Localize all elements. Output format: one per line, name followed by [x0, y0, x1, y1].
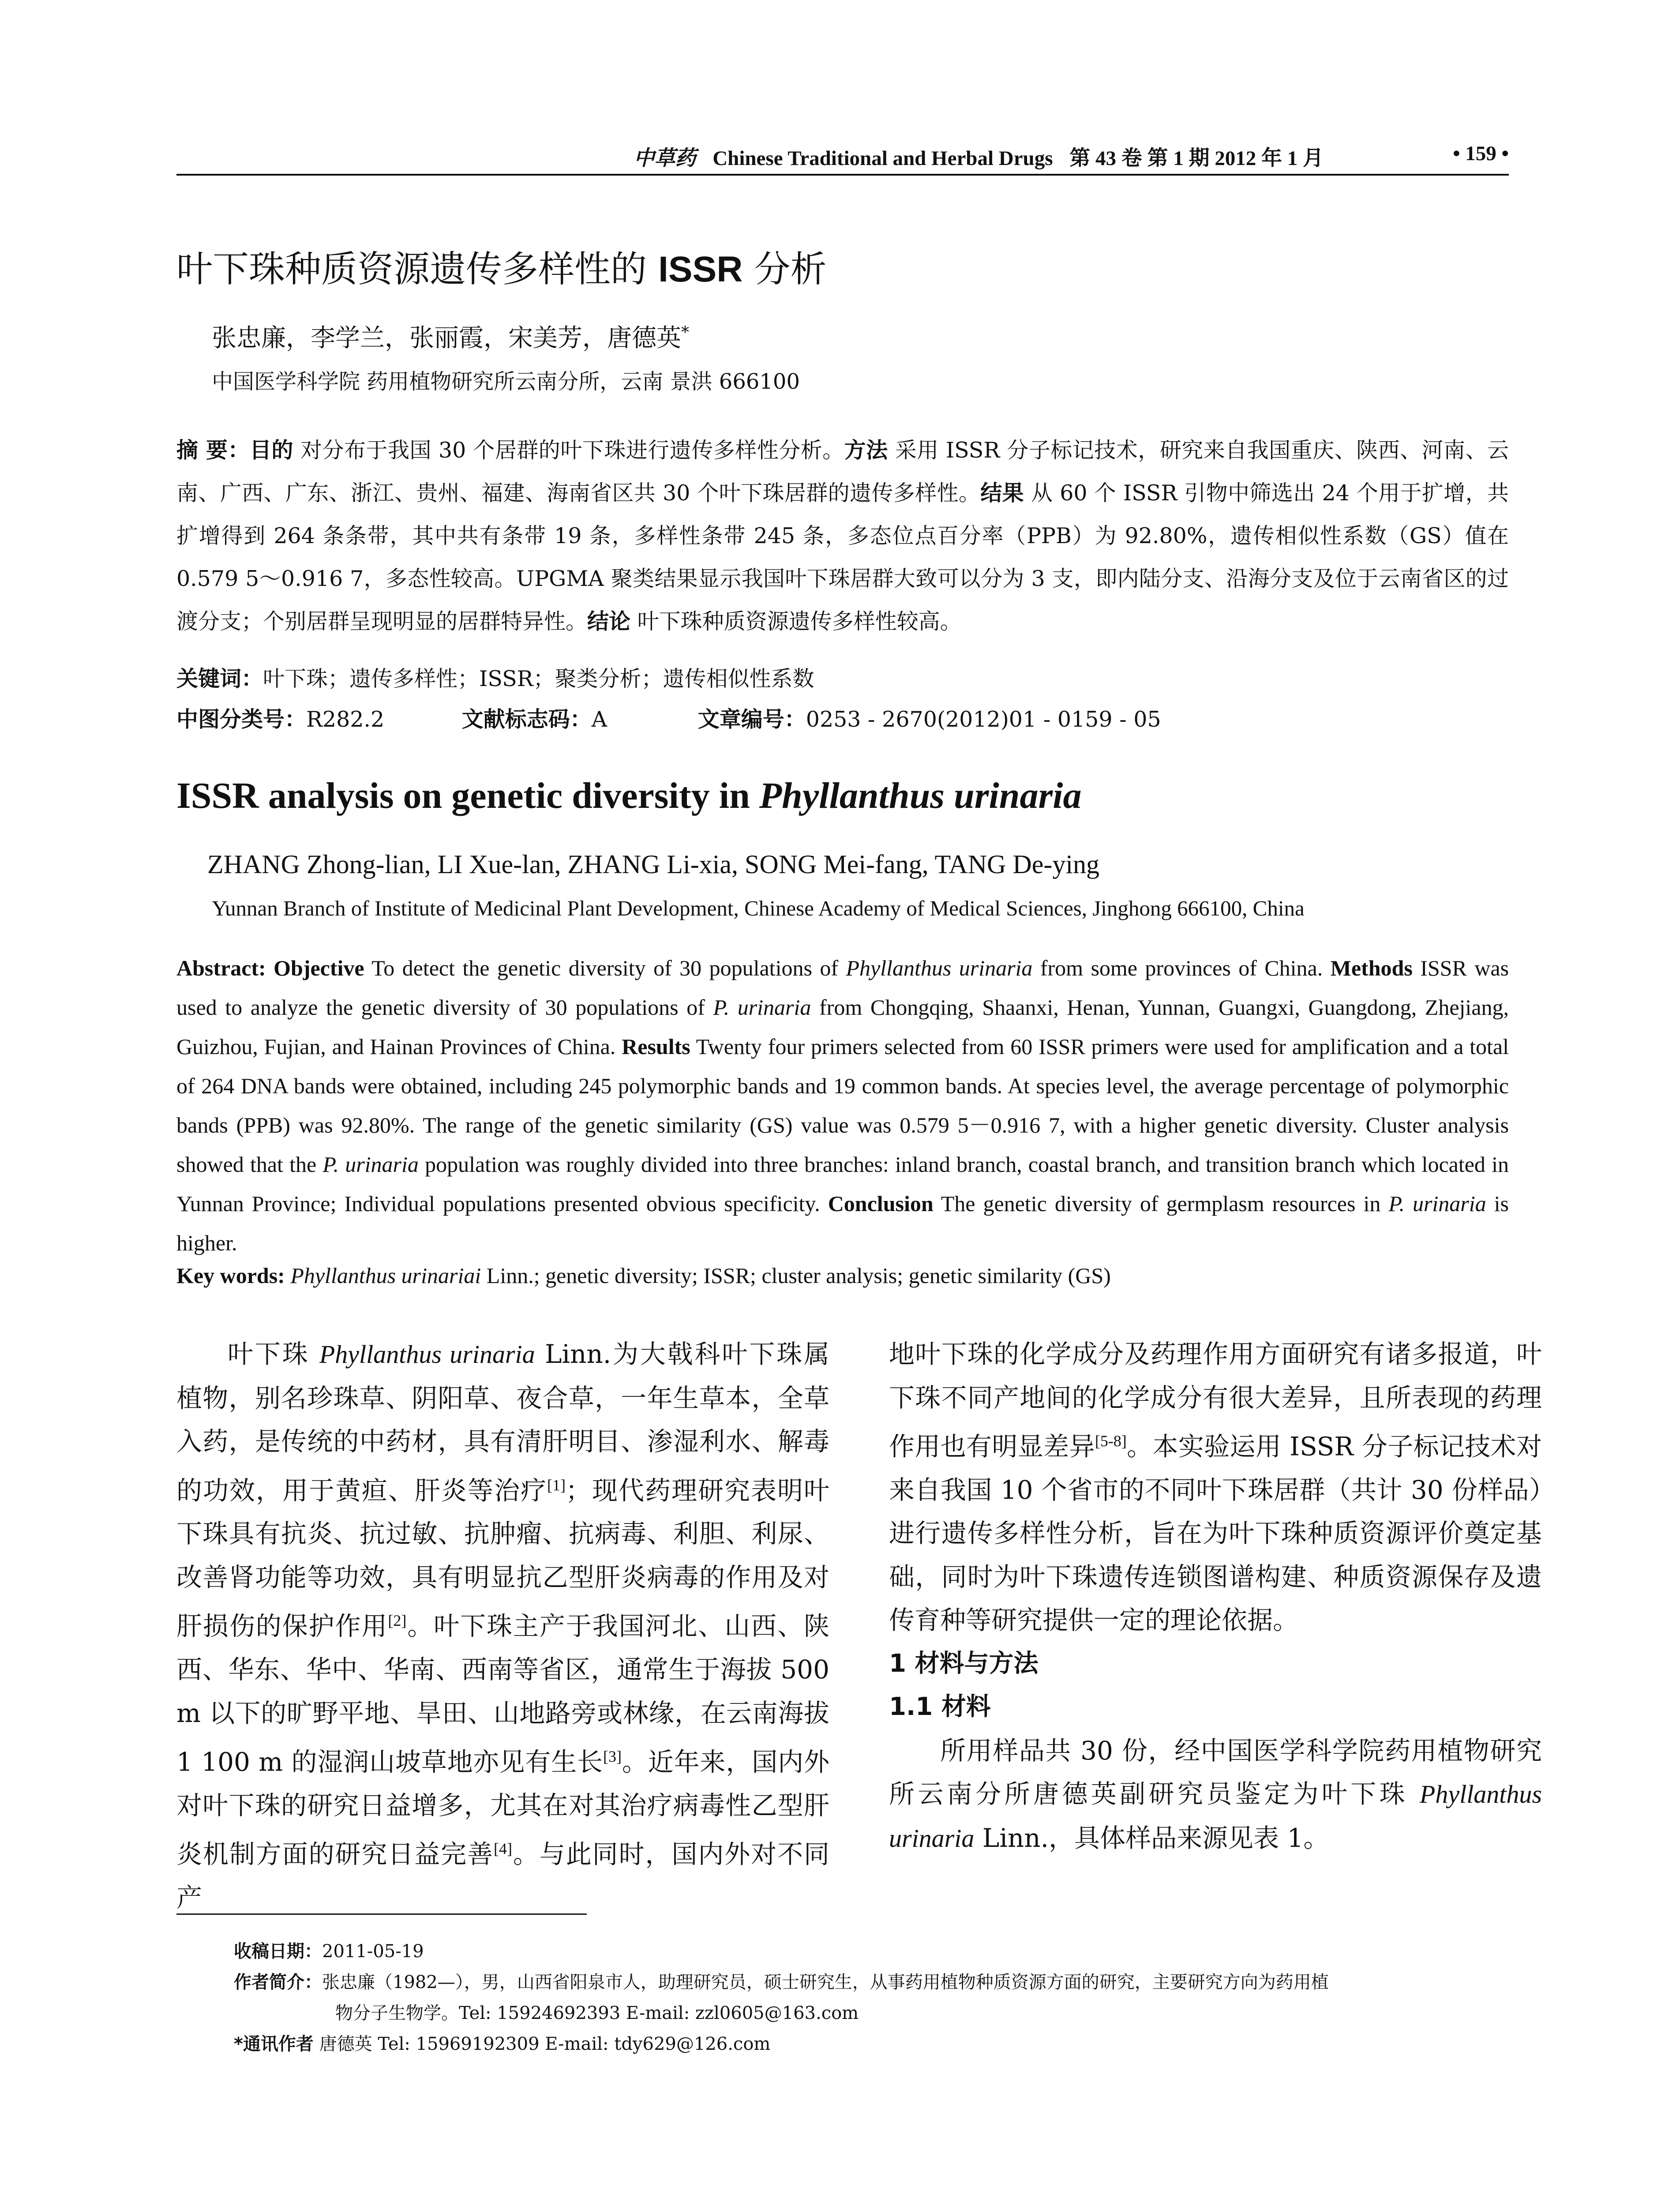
journal-name-cn: 中草药: [634, 147, 696, 170]
body-text: 。叶下珠主产于我国河北、山西、陕西、华东、华中、华南、西南等省区，通常生于海拔 500 m 以下的旷野平地、旱田、山地路旁或林缘，在云南海拔 1 100 m 的湿润山坡草地亦见有生长: [176, 1611, 829, 1777]
abstract-en-methods-species: P. urinaria: [713, 995, 811, 1020]
keywords-en-species: Phyllanthus urinariai: [285, 1263, 481, 1288]
abstract-cn-results-label: 结果: [980, 480, 1024, 506]
body-text: Linn.为大戟科叶下珠属植物，别名珍珠草、阴阳草、夜合草，一年生草本，全草入药，是传统的中药材，具有清肝明目、渗湿利水、解毒的功效，用于黄疸、肝炎等治疗: [176, 1339, 829, 1505]
title-cn-part1: 叶下珠种质资源遗传多样性的: [176, 248, 659, 290]
abstract-en-objective-2: from some provinces of China.: [1032, 956, 1331, 980]
received-label: 收稿日期：: [234, 1941, 322, 1962]
citation-ref: [5-8]: [1095, 1432, 1127, 1450]
title-en: [176, 774, 1081, 817]
abstract-cn-methods-label: 方法: [844, 438, 888, 463]
body-text: 所用样品共 30 份，经中国医学科学院药用植物研究所云南分所唐德英副研究员鉴定为叶下珠: [889, 1735, 1542, 1809]
page-number: • 159 •: [1453, 142, 1509, 165]
footnote-author: [234, 1967, 1509, 1998]
received-date: 2011-05-19: [322, 1941, 424, 1962]
body-text: 。本实验运用 ISSR 分子标记技术对来自我国 10 个省市的不同叶下珠居群（共计 30 份样品）进行遗传多样性分析，旨在为叶下珠种质资源评价奠定基础，同时为叶下珠遗传连锁图谱构建、种质资源保存及遗传育种等研究提供一定的理论依据。: [889, 1431, 1542, 1636]
abstract-cn-conclusion-label: 结论: [587, 609, 631, 634]
abstract-cn-methods: 采用 ISSR 分子标记技术，研究来自我国重庆、陕西、河南、云南、广西、广东、浙江、贵州、福建、海南省区共 30 个叶下珠居群的遗传多样性。: [176, 438, 1509, 506]
body-text: ；现代药理研究表明叶下珠具有抗炎、抗过敏、抗肿瘤、抗病毒、利胆、利尿、改善肾功能等功效，具有明显抗乙型肝炎病毒的作用及对肝损伤的保护作用: [176, 1475, 829, 1641]
abstract-en-methods-1: ISSR was used to analyze the genetic diversity of 30 populations of: [176, 956, 1509, 1020]
citation-ref: [1]: [547, 1476, 566, 1494]
running-header: [176, 139, 1509, 174]
journal-issue: 第 43 卷 第 1 期 2012 年 1 月: [1069, 147, 1324, 170]
abstract-cn-results: 从 60 个 ISSR 引物中筛选出 24 个用于扩增，共扩增得到 264 条条带，其中共有条带 19 条，多样性条带 245 条，多态位点百分率（PPB）为 92.80%，遗传相似性系数（GS）值在 0.579 5～0.916 7，多态性较高。UPGMA 聚类结果显示我国叶下珠居群大致可以分为 3 支，即内陆分支、沿海分支及位于云南省区的过渡分支；个别居群呈现明显的居群特异性。: [176, 480, 1509, 634]
affiliation-cn: 中国医学科学院 药用植物研究所云南分所，云南 景洪 666100: [212, 369, 800, 394]
abstract-en-conclusion-2: is higher.: [176, 1191, 1509, 1255]
corresponding-label: *通讯作者: [234, 2034, 314, 2054]
abstract-en-objective-species: Phyllanthus urinaria: [846, 956, 1033, 980]
title-cn: [176, 240, 827, 292]
keywords-en: [176, 1263, 1111, 1288]
author-bio-label: 作者简介：: [234, 1972, 322, 1992]
doc-code-value: A: [591, 707, 608, 732]
abstract-en-conclusion-species: P. urinaria: [1388, 1191, 1486, 1216]
keywords-cn-label: 关键词：: [176, 666, 263, 691]
keywords-en-text: Linn.; genetic diversity; ISSR; cluster analysis; genetic similarity (GS): [481, 1263, 1111, 1288]
classification-line: [176, 702, 1161, 733]
body-text: 叶下珠: [228, 1339, 319, 1369]
section-heading-1-1: 1.1 材料: [889, 1692, 991, 1722]
abstract-en-conclusion-1: The genetic diversity of germplasm resources in: [933, 1191, 1389, 1216]
abstract-cn-conclusion: 叶下珠种质资源遗传多样性较高。: [630, 609, 962, 634]
abstract-en-objective-label: Objective: [266, 956, 364, 980]
body-text: Linn.，具体样品来源见表 1。: [974, 1823, 1329, 1853]
keywords-cn-text: 叶下珠；遗传多样性；ISSR；聚类分析；遗传相似性系数: [263, 666, 814, 691]
abstract-cn-objective-label: 目的: [250, 438, 293, 463]
header-rule: [176, 174, 1509, 176]
abstract-en-conclusion-label: Conclusion: [828, 1191, 934, 1216]
author-bio-text: 张忠廉（1982—），男，山西省阳泉市人，助理研究员，硕士研究生，从事药用植物种质资源方面的研究，主要研究方向为药用植: [322, 1972, 1329, 1992]
affiliation-en: Yunnan Branch of Institute of Medicinal Plant Development, Chinese Academy of Medical Sciences, Jinghong 666100, China: [212, 896, 1305, 920]
authors-en: ZHANG Zhong-lian, LI Xue-lan, ZHANG Li-xia, SONG Mei-fang, TANG De-ying: [207, 850, 1099, 879]
title-en-species: Phyllanthus urinaria: [759, 775, 1082, 816]
abstract-cn: [176, 429, 1509, 643]
journal-line: [634, 142, 1324, 171]
body-species: Phyllanthus urinaria: [889, 1780, 1542, 1853]
footnote-rule: [176, 1913, 587, 1915]
doc-code-label: 文献标志码：: [461, 707, 592, 732]
section-heading-1: 1 材料与方法: [889, 1649, 1039, 1678]
abstract-en-methods-label: Methods: [1330, 956, 1413, 980]
clc-value: R282.2: [306, 707, 385, 732]
citation-ref: [2]: [388, 1612, 407, 1630]
clc-label: 中图分类号：: [176, 707, 307, 732]
body-text: 地叶下珠的化学成分及药理作用方面研究有诸多报道，叶下珠不同产地间的化学成分有很大差异，且所表现的药理作用也有明显差异: [889, 1339, 1542, 1462]
article-no-value: 0253 - 2670(2012)01 - 0159 - 05: [806, 707, 1161, 732]
abstract-cn-label: 摘 要：: [176, 438, 250, 463]
body-paragraph: [889, 1729, 1542, 1861]
corresponding-text: 唐德英 Tel: 15969192309 E-mail: tdy629@126.com: [313, 2034, 771, 2054]
body-paragraph: [889, 1332, 1542, 1642]
footnotes: [234, 1936, 1509, 2060]
body-text: 。近年来，国内外对叶下珠的研究日益增多，尤其在对其治疗病毒性乙型肝炎机制方面的研究日益完善: [176, 1747, 829, 1869]
abstract-en-objective-1: To detect the genetic diversity of 30 populations of: [364, 956, 846, 980]
body-column-right: [889, 1332, 1542, 1860]
citation-ref: [4]: [494, 1840, 512, 1858]
abstract-en-methods-2: from Chongqing, Shaanxi, Henan, Yunnan, Guangxi, Guangdong, Zhejiang, Guizhou, Fujian, and Hainan Provinces of China.: [176, 995, 1509, 1059]
keywords-en-label: Key words:: [176, 1263, 285, 1288]
abstract-en-label: Abstract:: [176, 956, 266, 980]
footnote-corresponding: [234, 2029, 1509, 2060]
abstract-cn-objective: 对分布于我国 30 个居群的叶下珠进行遗传多样性分析。: [293, 438, 844, 463]
title-en-part1: ISSR analysis on genetic diversity in: [176, 775, 759, 816]
abstract-en-results-species: P. urinaria: [322, 1152, 419, 1177]
journal-name-en: Chinese Traditional and Herbal Drugs: [712, 147, 1053, 170]
abstract-en-results-2: population was roughly divided into three branches: inland branch, coastal branch, and transition branch which located in Yunnan Province; Individual populations presented obvious specificity.: [176, 1152, 1509, 1216]
footnote-author-cont: 物分子生物学。Tel: 15924692393 E-mail: zzl0605@163.com: [335, 2003, 859, 2023]
title-cn-part2: 分析: [742, 248, 827, 290]
keywords-cn: [176, 662, 814, 693]
body-text: 。与此同时，国内外对不同产: [176, 1839, 829, 1913]
abstract-en-results-1: Twenty four primers selected from 60 ISSR primers were used for amplification and a total of 264 DNA bands were obtained, including 245 polymorphic bands and 19 common bands. At species level, the average percentage of polymorphic bands (PPB) was 92.80%. The range of the genetic similarity (GS) value was 0.579 5－0.916 7, with a higher genetic diversity. Cluster analysis showed that the: [176, 1034, 1509, 1177]
body-species: Phyllanthus urinaria: [319, 1340, 535, 1369]
body-column-left: [176, 1332, 829, 1920]
authors-cn-names: 张忠廉，李学兰，张丽霞，宋美芳，唐德英: [212, 324, 681, 353]
abstract-en-results-label: Results: [622, 1034, 690, 1059]
abstract-en: [176, 949, 1509, 1263]
footnote-received: [234, 1936, 1509, 1967]
authors-cn: [212, 319, 689, 354]
citation-ref: [3]: [603, 1748, 622, 1766]
title-cn-issr: ISSR: [658, 249, 743, 289]
article-no-label: 文章编号：: [698, 707, 806, 732]
corresponding-mark: *: [681, 323, 689, 342]
body-paragraph: [176, 1332, 829, 1920]
